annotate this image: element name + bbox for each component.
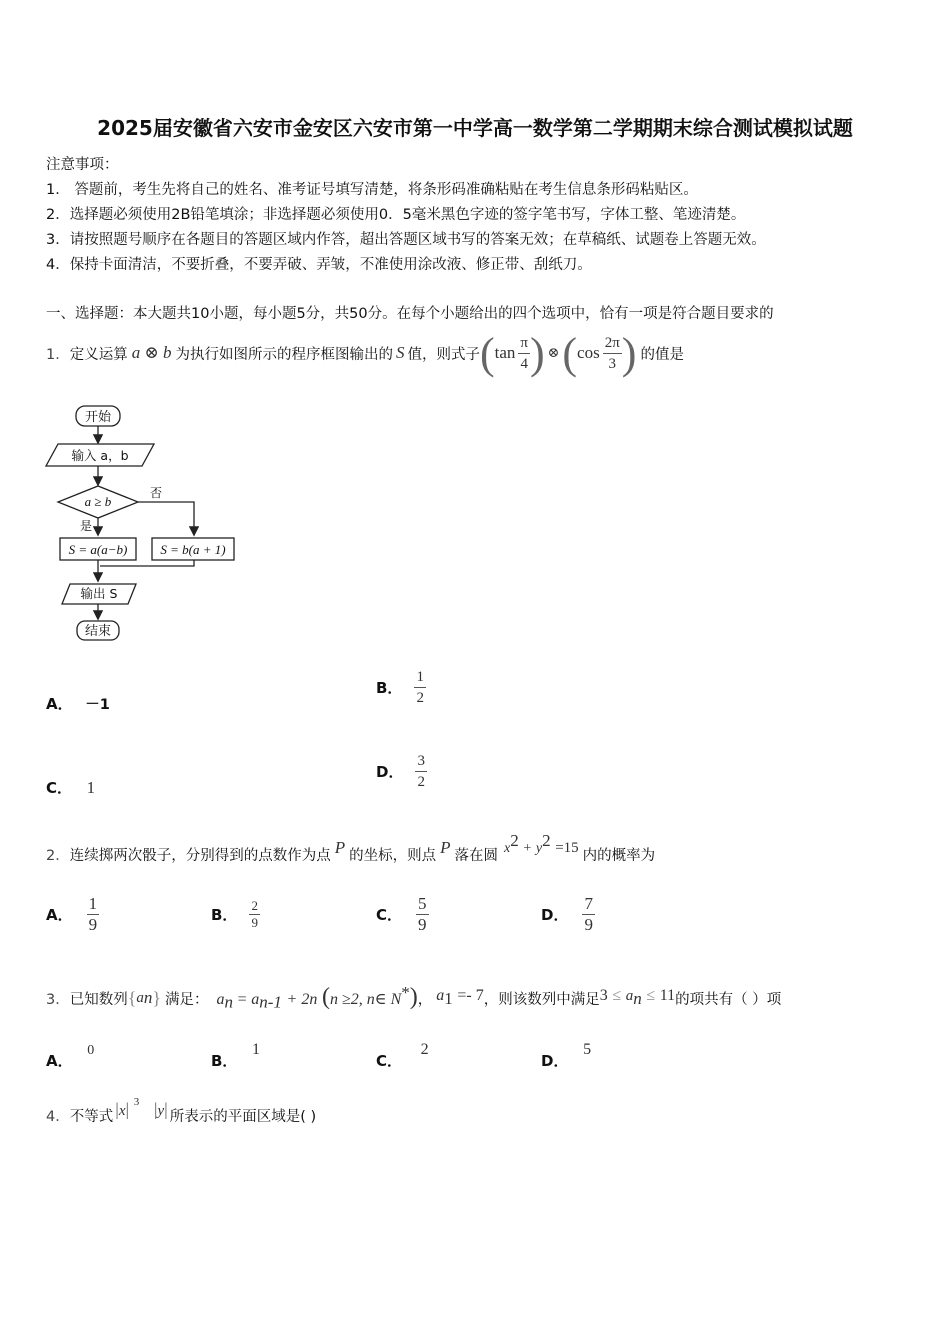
q2-option-c[interactable]: C． $\frac{5}{9}$ xyxy=(376,894,427,934)
option-fraction: $\frac{2}{9}$ xyxy=(251,898,258,930)
left-paren-icon: ( xyxy=(479,328,495,378)
question-3: 3． 已知数列 { a n } 满足： $a_n = a_{n-1} + 2n$ (n ≥2, n∈ N*) ， $a_1 =- 7$ ，则该数列中满足 $3 \le a_n \le 11$ 的项共有（ ）项 xyxy=(46,983,782,1012)
q3-text: 的项共有（ ）项 xyxy=(675,991,782,1008)
flow-end-label: 结束 xyxy=(84,624,112,639)
flow-input-label: 输入 a，b xyxy=(71,448,129,463)
q2-option-a[interactable]: A． $\frac{1}{9}$ xyxy=(46,894,98,934)
flow-yes-label: 是 xyxy=(80,519,93,533)
option-value: 2 xyxy=(420,1041,429,1058)
q3-option-b[interactable]: B． 1 xyxy=(211,1041,261,1070)
option-value: 1 xyxy=(86,778,96,797)
left-paren-icon: ( xyxy=(562,328,578,378)
q1-fraction: $\frac{2\pi}{3}$ xyxy=(604,334,620,372)
notice-item: 1． 答题前，考生先将自己的姓名、准考证号填写清楚，将条形码准确粘贴在考生信息条形码粘贴区。 xyxy=(46,182,698,198)
option-value: －1 xyxy=(85,697,110,713)
option-value: 1 xyxy=(252,1041,261,1058)
q2-text: 连续掷两次骰子，分别得到的点数作为点 xyxy=(69,847,331,864)
q3-option-c[interactable]: C． 2 xyxy=(376,1041,429,1070)
q3-text: 满足： xyxy=(165,991,209,1008)
q2-text: 落在圆 xyxy=(454,847,499,864)
option-fraction: $\frac{1}{9}$ xyxy=(88,894,98,934)
option-fraction: $\frac{5}{9}$ xyxy=(418,894,427,934)
q1-tan: tan xyxy=(494,343,516,362)
flow-left-box-label: S = a(a−b) xyxy=(68,542,128,557)
otimes-icon: ⊗ xyxy=(547,345,560,361)
flowchart xyxy=(44,400,244,645)
q3-text: 已知数列 xyxy=(69,991,128,1008)
notice-item: 2．选择题必须使用2B铅笔填涂；非选择题必须使用0．5毫米黑色字迹的签字笔书写，字体工整、笔迹清楚。 xyxy=(46,207,746,223)
question-1 xyxy=(46,328,684,378)
q4-inequality: |x| $^3$ |y| xyxy=(115,1095,168,1119)
flow-cond-label: a ≥ b xyxy=(84,494,112,509)
option-fraction: $\frac{3}{2}$ xyxy=(417,753,425,790)
q1-cos: cos xyxy=(577,343,600,362)
q2-p: P xyxy=(334,838,346,857)
question-number: 3． xyxy=(46,991,70,1008)
q1-text: 的值是 xyxy=(640,346,684,363)
q3-a1: $a_1 =- 7$ xyxy=(436,987,484,1008)
q2-p: P xyxy=(440,838,451,857)
q1-text: 为执行如图所示的程序框图输出的 xyxy=(175,346,393,363)
q1-fraction: $\frac{\pi}{4}$ xyxy=(520,334,528,372)
question-number: 4． xyxy=(46,1108,70,1125)
flow-right-box-label: S = b(a + 1) xyxy=(160,542,226,557)
notice-item: 4．保持卡面清洁，不要折叠，不要弄破、弄皱，不准使用涂改液、修正带、刮纸刀。 xyxy=(46,257,592,273)
right-paren-icon: ) xyxy=(621,328,637,378)
page-title: 2025届安徽省六安市金安区六安市第一中学高一数学第二学期期末综合测试模拟试题 xyxy=(97,116,853,140)
q1-option-c[interactable]: C． 1 xyxy=(46,778,96,797)
notice-item: 3．请按照题号顺序在各题目的答题区域内作答，超出答题区域书写的答案无效；在草稿纸、试题卷上答题无效。 xyxy=(46,232,766,248)
q2-text: 内的概率为 xyxy=(582,847,656,864)
brace-icon: } xyxy=(152,987,162,1008)
question-number: 1． xyxy=(46,346,70,363)
option-fraction: $\frac{7}{9}$ xyxy=(584,894,593,934)
q3-option-d[interactable]: D． 5 xyxy=(541,1041,592,1070)
q2-circle-equation: $x^2 + y^2 =15$ xyxy=(504,831,579,856)
q3-text: ， xyxy=(417,991,433,1008)
q1-option-d[interactable]: D． $\frac{3}{2}$ xyxy=(376,753,425,790)
option-value: 5 xyxy=(583,1041,592,1058)
q3-recurrence: $a_n = a_{n-1} + 2n$ (n ≥2, n∈ N*) xyxy=(216,983,418,1012)
right-paren-icon: ) xyxy=(530,328,545,378)
option-value: 0 xyxy=(87,1043,95,1058)
question-number: 2． xyxy=(46,847,70,864)
notice-heading: 注意事项： xyxy=(46,157,119,173)
question-4 xyxy=(46,1095,317,1132)
flow-output-label: 输出 S xyxy=(80,586,118,601)
q3-text: ，则该数列中满足 xyxy=(483,991,600,1008)
q3-option-a[interactable]: A． 0 xyxy=(46,1043,95,1070)
q1-option-b[interactable]: B． $\frac{1}{2}$ xyxy=(376,669,424,706)
section-heading: 一、选择题：本大题共10小题，每小题5分，共50分。在每个小题给出的四个选项中，恰有一项是符合题目要求的 xyxy=(46,306,774,322)
question-2 xyxy=(46,831,656,872)
flow-no-label: 否 xyxy=(150,486,163,500)
q2-option-d[interactable]: D． $\frac{7}{9}$ xyxy=(541,894,593,934)
q3-seq: a xyxy=(136,989,144,1006)
option-fraction: $\frac{1}{2}$ xyxy=(416,669,424,706)
flow-start-label: 开始 xyxy=(84,410,112,425)
q2-text: 的坐标，则点 xyxy=(349,847,437,864)
q1-s: S xyxy=(395,343,405,362)
q2-option-b[interactable]: B． $\frac{2}{9}$ xyxy=(211,898,258,930)
q1-text: 值，则式子 xyxy=(407,346,480,363)
q1-option-a[interactable]: A． －1 xyxy=(46,695,110,713)
q4-text: 所表示的平面区域是( ) xyxy=(169,1108,317,1125)
q3-inequality: $3 \le a_n \le 11$ xyxy=(599,987,676,1008)
q1-expr-ab: a ⊗ b xyxy=(131,343,172,362)
q1-text: 定义运算 xyxy=(69,346,128,363)
q4-text: 不等式 xyxy=(69,1108,114,1125)
brace-icon: { xyxy=(127,987,137,1008)
